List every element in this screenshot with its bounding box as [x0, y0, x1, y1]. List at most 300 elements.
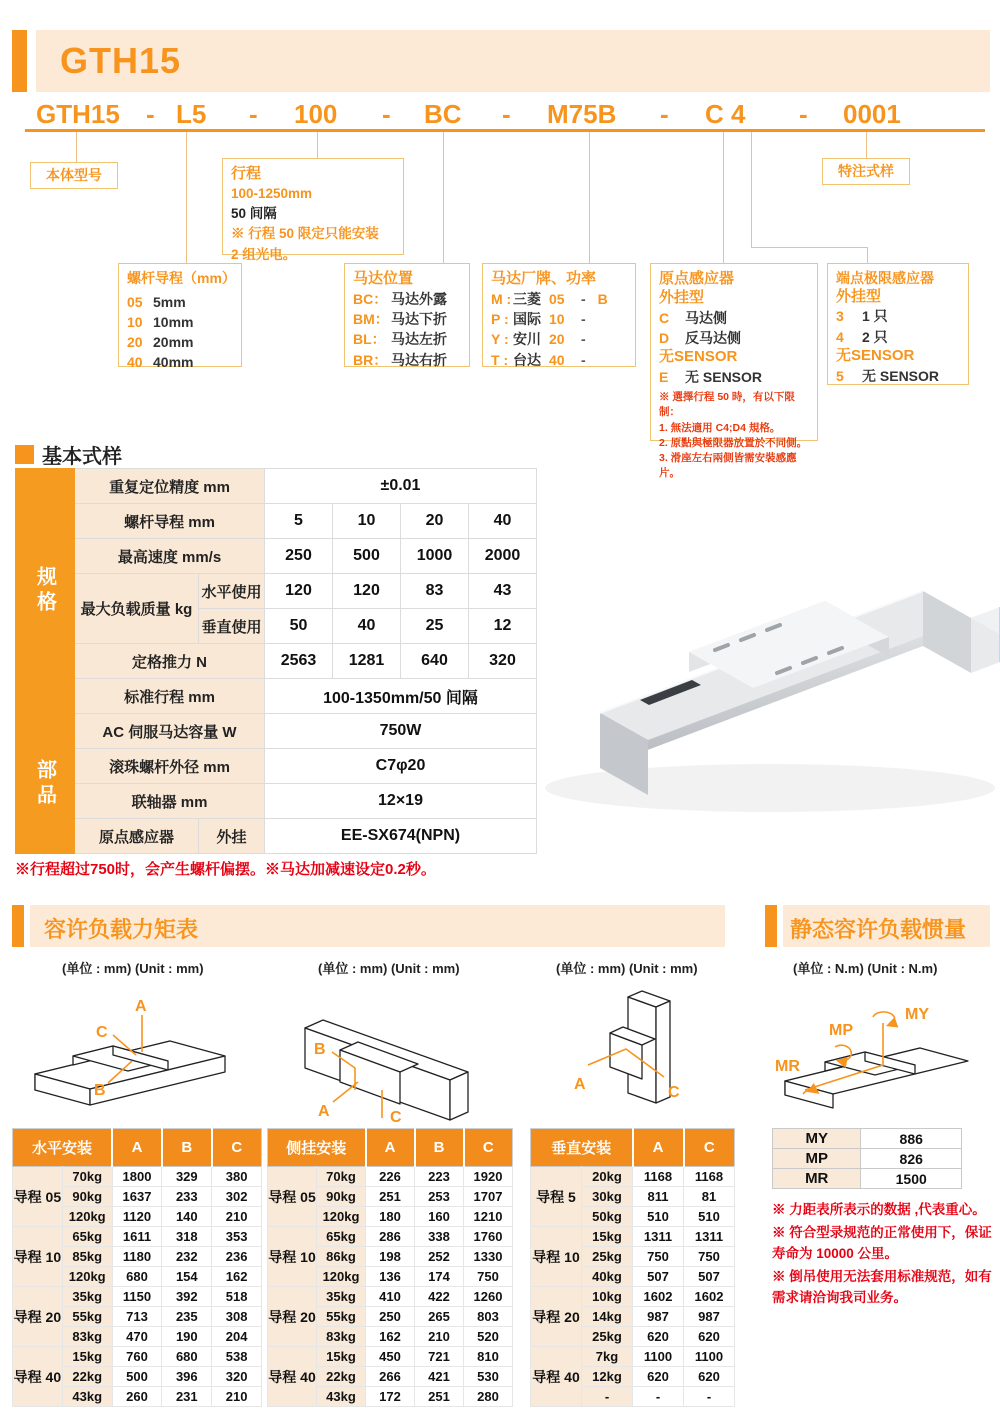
dash: -	[581, 351, 586, 368]
value-cell: 162	[366, 1327, 415, 1347]
spec-value: 10	[333, 504, 401, 539]
spec-sublabel: 外挂	[199, 819, 265, 854]
value-cell: 308	[212, 1307, 262, 1327]
row-label-cell: 120kg	[62, 1267, 112, 1287]
value-cell: 286	[366, 1227, 415, 1247]
row-label-cell: 85kg	[62, 1247, 112, 1267]
value-cell: 260	[112, 1387, 162, 1407]
dim-label-c: C	[668, 1084, 680, 1101]
value-cell: 987	[684, 1307, 735, 1327]
value-cell: 252	[415, 1247, 464, 1267]
value-cell: 811	[633, 1187, 684, 1207]
table-row	[531, 1227, 735, 1247]
spec-value: 12×19	[265, 784, 537, 819]
horizontal-mount-table	[12, 1128, 262, 1407]
note-line: ※ 符合型录规范的正常使用下，保证寿命为 10000 公里。	[772, 1224, 992, 1261]
value-cell: 810	[464, 1347, 513, 1367]
model-code-segment: M75B	[547, 99, 617, 129]
table-row	[531, 1287, 735, 1307]
value-cell: 713	[112, 1307, 162, 1327]
stroke-range: 100-1250mm	[231, 185, 313, 201]
value-cell: 680	[162, 1347, 212, 1367]
value-cell: 1100	[633, 1347, 684, 1367]
row-label-cell: 55kg	[317, 1307, 366, 1327]
moment-section-title: 容许负载力矩表	[44, 917, 199, 942]
power-code: 10	[549, 311, 565, 328]
restriction-note: ※ 選擇行程 50 時，有以下限制：	[659, 391, 795, 419]
option-label: 5mm	[153, 293, 186, 310]
model-code-dash: -	[146, 99, 155, 129]
value-cell: 280	[464, 1387, 513, 1407]
brand-name: 国际	[513, 311, 541, 328]
side-mount-diagram	[270, 990, 505, 1125]
unit-label: (单位 : N.m) (Unit : N.m)	[793, 961, 938, 976]
value-cell: 530	[464, 1367, 513, 1387]
table-row	[268, 1227, 513, 1247]
spec-value: 250	[265, 539, 333, 574]
value-cell: 198	[366, 1247, 415, 1267]
value-cell: 1168	[684, 1167, 735, 1187]
value-cell: 1168	[633, 1167, 684, 1187]
value-cell: 235	[162, 1307, 212, 1327]
value-cell: 518	[212, 1287, 262, 1307]
row-label-cell: 15kg	[582, 1227, 633, 1247]
connector-line	[589, 132, 590, 263]
spec-value: 2000	[469, 539, 537, 574]
brand-name: 三菱	[513, 290, 541, 307]
value-cell: 231	[162, 1387, 212, 1407]
spec-value: 750W	[265, 714, 537, 749]
value-cell: 154	[162, 1267, 212, 1287]
row-label-cell: 25kg	[582, 1247, 633, 1267]
value-cell: 620	[633, 1327, 684, 1347]
row-label-cell: 22kg	[317, 1367, 366, 1387]
callout-label: 特注式样	[838, 162, 894, 179]
stroke-note: ※ 行程 50 限定只能安装	[231, 226, 379, 242]
spec-group-label: 规格	[16, 469, 75, 714]
option-label: 无 SENSOR	[862, 367, 940, 384]
value-cell: 510	[633, 1207, 684, 1227]
spec-sublabel: 垂直使用	[199, 609, 265, 644]
table-row	[13, 1167, 262, 1187]
value-cell: 750	[684, 1247, 735, 1267]
unit-label: (单位 : mm) (Unit : mm)	[556, 961, 698, 976]
row-label-cell: 120kg	[317, 1207, 366, 1227]
value-cell: 353	[212, 1227, 262, 1247]
table-row	[268, 1167, 513, 1187]
spec-value: EE-SX674(NPN)	[265, 819, 537, 854]
row-label-cell: 83kg	[62, 1327, 112, 1347]
option-code: BR：	[353, 351, 388, 368]
spec-label: 螺杆导程 mm	[75, 504, 265, 539]
table-row	[13, 1287, 262, 1307]
stroke-note: 2 组光电。	[231, 246, 297, 262]
bottom-notes	[772, 1200, 994, 1311]
option-label: 1 只	[862, 308, 888, 325]
lead-group-cell: 导程 10	[268, 1227, 317, 1287]
side-mount-table	[267, 1128, 513, 1407]
value-cell: 318	[162, 1227, 212, 1247]
spec-label: 原点感应器	[75, 819, 199, 854]
spec-value: 120	[333, 574, 401, 609]
option-code: D	[659, 329, 670, 346]
column-header: 侧挂安装	[268, 1129, 366, 1167]
value-cell: 620	[684, 1367, 735, 1387]
brand-name: 安川	[513, 331, 541, 348]
spec-value: 43	[469, 574, 537, 609]
value-cell: 210	[212, 1207, 262, 1227]
table-row	[13, 1227, 262, 1247]
spec-value: 25	[401, 609, 469, 644]
value-cell: 450	[366, 1347, 415, 1367]
callout-subtitle: 外挂型	[659, 288, 705, 306]
unit-label: (单位 : mm) (Unit : mm)	[62, 961, 204, 976]
dash: -	[581, 290, 586, 307]
value-cell: 236	[212, 1247, 262, 1267]
spec-label: AC 伺服马达容量 W	[75, 714, 265, 749]
value-cell: 210	[212, 1387, 262, 1407]
row-label-cell: 20kg	[582, 1167, 633, 1187]
row-label-cell: 30kg	[582, 1187, 633, 1207]
value-cell: 180	[366, 1207, 415, 1227]
callout-special	[822, 158, 910, 185]
value-cell: 886	[861, 1129, 962, 1149]
value-cell: 1210	[464, 1207, 513, 1227]
value-cell: 380	[212, 1167, 262, 1187]
model-code-dash: -	[660, 99, 669, 129]
brake-code: B	[597, 290, 608, 307]
connector-line	[751, 132, 752, 247]
column-header: A	[112, 1129, 162, 1167]
dim-label-c: C	[96, 1024, 108, 1041]
value-cell: 1707	[464, 1187, 513, 1207]
moment-label-mp: MP	[829, 1022, 853, 1039]
row-label-cell: 90kg	[317, 1187, 366, 1207]
row-label-cell: 50kg	[582, 1207, 633, 1227]
spec-value: 40	[333, 609, 401, 644]
value-cell: 160	[415, 1207, 464, 1227]
value-cell: 223	[415, 1167, 464, 1187]
model-code-segment: BC	[424, 99, 462, 129]
power-code: 20	[549, 331, 565, 348]
option-code: BL：	[353, 331, 386, 348]
row-label-cell: 15kg	[317, 1347, 366, 1367]
row-label-cell: 70kg	[317, 1167, 366, 1187]
row-label-cell: MR	[773, 1169, 861, 1189]
option-code: 4	[836, 328, 844, 345]
note-line: ※ 倒吊使用无法套用标准规范，如有需求请洽询我司业务。	[772, 1268, 992, 1305]
option-code: M :	[491, 290, 512, 307]
option-code: BC：	[353, 290, 388, 307]
row-label-cell: 22kg	[62, 1367, 112, 1387]
value-cell: 1311	[684, 1227, 735, 1247]
value-cell: 987	[633, 1307, 684, 1327]
callout-title: 马达位置	[353, 270, 414, 287]
option-code: 10	[127, 313, 143, 330]
connector-line	[723, 132, 724, 263]
value-cell: 190	[162, 1327, 212, 1347]
callout-title: 端点极限感应器	[836, 270, 934, 286]
restriction-note: 2. 原點與極限器放置於不同側。	[659, 436, 808, 449]
unit-label: (单位 : mm) (Unit : mm)	[318, 961, 460, 976]
callout-motor-brand	[482, 263, 636, 367]
spec-value: 1281	[333, 644, 401, 679]
model-code-dash: -	[382, 99, 391, 129]
spec-label: 重复定位精度 mm	[75, 469, 265, 504]
value-cell: 750	[464, 1267, 513, 1287]
value-cell: 1611	[112, 1227, 162, 1247]
spec-label: 滚珠螺杆外径 mm	[75, 749, 265, 784]
lead-group-cell: 导程 20	[531, 1287, 582, 1347]
value-cell: 620	[684, 1327, 735, 1347]
value-cell: 538	[212, 1347, 262, 1367]
value-cell: 520	[464, 1327, 513, 1347]
model-code-dash: -	[249, 99, 258, 129]
value-cell: 1120	[112, 1207, 162, 1227]
row-label-cell: 86kg	[317, 1247, 366, 1267]
connector-line	[443, 132, 444, 263]
row-label-cell: 10kg	[582, 1287, 633, 1307]
option-label: 马达下折	[391, 311, 447, 328]
value-cell: 1180	[112, 1247, 162, 1267]
option-label: 无 SENSOR	[685, 368, 763, 385]
spec-value: 50	[265, 609, 333, 644]
connector-line	[317, 132, 318, 158]
row-label-cell: 55kg	[62, 1307, 112, 1327]
option-code: 40	[127, 354, 143, 371]
connector-line	[76, 132, 77, 163]
horizontal-mount-diagram	[20, 995, 255, 1120]
value-cell: 226	[366, 1167, 415, 1187]
model-code-segment: GTH15	[36, 99, 120, 129]
row-label-cell: 65kg	[62, 1227, 112, 1247]
value-cell: 172	[366, 1387, 415, 1407]
spec-section-title	[15, 440, 122, 469]
spec-value: 500	[333, 539, 401, 574]
callout-body-model	[30, 162, 118, 189]
value-cell: 500	[112, 1367, 162, 1387]
no-sensor-title: 无SENSOR	[836, 346, 915, 364]
row-label-cell: 90kg	[62, 1187, 112, 1207]
lead-group-cell: 导程 20	[268, 1287, 317, 1347]
dim-label-b: B	[94, 1082, 106, 1099]
value-cell: 620	[633, 1367, 684, 1387]
dim-label-b: B	[314, 1041, 326, 1058]
dim-label-a: A	[318, 1103, 330, 1120]
row-label-cell: MY	[773, 1129, 861, 1149]
product-image	[545, 468, 1000, 826]
option-label: 马达左折	[391, 331, 447, 348]
value-cell: 803	[464, 1307, 513, 1327]
value-cell: 266	[366, 1367, 415, 1387]
value-cell: 1637	[112, 1187, 162, 1207]
model-code-segment: L5	[176, 99, 207, 129]
row-label-cell: 7kg	[582, 1347, 633, 1367]
spec-label: 定格推力 N	[75, 644, 265, 679]
spec-value: C7φ20	[265, 749, 537, 784]
value-cell: 1920	[464, 1167, 513, 1187]
option-code: 20	[127, 334, 143, 351]
value-cell: 1311	[633, 1227, 684, 1247]
option-code: BM：	[353, 311, 389, 328]
stroke-step: 50 间隔	[231, 206, 277, 221]
value-cell: 410	[366, 1287, 415, 1307]
value-cell: 392	[162, 1287, 212, 1307]
value-cell: 136	[366, 1267, 415, 1287]
callout-motor-position	[344, 263, 470, 367]
no-sensor-title: 无SENSOR	[659, 348, 738, 366]
value-cell: 760	[112, 1347, 162, 1367]
lead-group-cell: 导程 40	[531, 1347, 582, 1407]
square-bullet-icon	[15, 445, 34, 464]
table-row	[268, 1347, 513, 1367]
row-label-cell: 12kg	[582, 1367, 633, 1387]
callout-subtitle: 外挂型	[836, 287, 882, 305]
row-label-cell: 15kg	[62, 1347, 112, 1367]
row-label-cell: -	[582, 1387, 633, 1407]
table-row	[13, 1347, 262, 1367]
callout-stroke	[222, 158, 404, 262]
column-header: A	[633, 1129, 684, 1167]
model-code-underline	[25, 129, 985, 132]
model-code-segment: 0001	[843, 99, 901, 129]
option-code: 5	[836, 367, 844, 384]
value-cell: 329	[162, 1167, 212, 1187]
spec-value: 5	[265, 504, 333, 539]
option-label: 10mm	[153, 313, 194, 330]
spec-value: 640	[401, 644, 469, 679]
row-label-cell: 83kg	[317, 1327, 366, 1347]
value-cell: -	[633, 1387, 684, 1407]
model-code-dash: -	[502, 99, 511, 129]
table-row	[773, 1169, 962, 1189]
spec-value: 40	[469, 504, 537, 539]
column-header: C	[684, 1129, 735, 1167]
vertical-mount-diagram	[530, 985, 730, 1125]
column-header: B	[162, 1129, 212, 1167]
moment-section-bar	[12, 905, 24, 947]
dash: -	[581, 331, 586, 348]
page-title: GTH15	[60, 40, 182, 81]
value-cell: 320	[212, 1367, 262, 1387]
row-label-cell: MP	[773, 1149, 861, 1169]
option-code: 05	[127, 293, 143, 310]
row-label-cell: 43kg	[62, 1387, 112, 1407]
connector-line	[866, 132, 867, 158]
table-row	[773, 1129, 962, 1149]
option-code: Y :	[491, 331, 509, 348]
spec-label: 标准行程 mm	[75, 679, 265, 714]
power-code: 05	[549, 290, 565, 307]
moment-diagram	[765, 995, 990, 1120]
option-code: E	[659, 368, 669, 385]
spec-value: ±0.01	[265, 469, 537, 504]
row-label-cell: 65kg	[317, 1227, 366, 1247]
value-cell: 1100	[684, 1347, 735, 1367]
column-header: 水平安装	[13, 1129, 113, 1167]
inertia-section-title: 静态容许负载惯量	[790, 917, 967, 942]
value-cell: 507	[684, 1267, 735, 1287]
lead-group-cell: 导程 40	[13, 1347, 63, 1407]
lead-group-cell: 导程 40	[268, 1347, 317, 1407]
spec-value: 1000	[401, 539, 469, 574]
row-label-cell: 35kg	[62, 1287, 112, 1307]
value-cell: 204	[212, 1327, 262, 1347]
value-cell: 507	[633, 1267, 684, 1287]
lead-group-cell: 导程 20	[13, 1287, 63, 1347]
callout-title: 马达厂牌、功率	[491, 270, 597, 287]
moment-label-my: MY	[905, 1006, 929, 1023]
connector-line	[751, 247, 867, 248]
model-code-segment: C 4	[705, 99, 746, 129]
lead-group-cell: 导程 10	[13, 1227, 63, 1287]
value-cell: 140	[162, 1207, 212, 1227]
spec-value: 100-1350mm/50 间隔	[265, 679, 537, 714]
spec-label: 最大负载质量 kg	[75, 574, 199, 644]
row-label-cell: 35kg	[317, 1287, 366, 1307]
callout-title: 螺杆导程（mm）	[127, 270, 236, 286]
option-label: 马达右折	[391, 351, 447, 368]
power-code: 40	[549, 351, 565, 368]
table-row	[268, 1287, 513, 1307]
moment-label-mr: MR	[775, 1058, 800, 1075]
dim-label-a: A	[574, 1076, 586, 1093]
value-cell: 396	[162, 1367, 212, 1387]
spec-label: 联轴器 mm	[75, 784, 265, 819]
value-cell: 680	[112, 1267, 162, 1287]
title-accent-bar	[12, 30, 27, 92]
row-label-cell: 14kg	[582, 1307, 633, 1327]
value-cell: 721	[415, 1347, 464, 1367]
row-label-cell: 40kg	[582, 1267, 633, 1287]
value-cell: 510	[684, 1207, 735, 1227]
spec-value: 20	[401, 504, 469, 539]
column-header: A	[366, 1129, 415, 1167]
callout-origin-sensor	[650, 263, 818, 480]
connector-line	[867, 247, 868, 263]
value-cell: 338	[415, 1227, 464, 1247]
row-label-cell: 70kg	[62, 1167, 112, 1187]
value-cell: 1260	[464, 1287, 513, 1307]
value-cell: 251	[366, 1187, 415, 1207]
value-cell: 81	[684, 1187, 735, 1207]
option-label: 马达外露	[391, 290, 447, 307]
row-label-cell: 120kg	[62, 1207, 112, 1227]
value-cell: 1760	[464, 1227, 513, 1247]
restriction-note: 1. 無法適用 C4;D4 規格。	[659, 421, 781, 434]
model-code-dash: -	[799, 99, 808, 129]
value-cell: 302	[212, 1187, 262, 1207]
callout-title: 行程	[231, 165, 262, 182]
spec-footnote: ※行程超过750时，会产生螺杆偏摆。※马达加减速设定0.2秒。	[15, 861, 436, 878]
option-label: 马达侧	[685, 309, 727, 326]
inertia-table	[772, 1128, 962, 1189]
option-code: P :	[491, 311, 509, 328]
value-cell: 750	[633, 1247, 684, 1267]
model-code-segment: 100	[294, 99, 338, 129]
option-code: 3	[836, 308, 844, 325]
spec-value: 83	[401, 574, 469, 609]
spec-value: 2563	[265, 644, 333, 679]
value-cell: -	[684, 1387, 735, 1407]
lead-group-cell: 导程 05	[13, 1167, 63, 1227]
connector-line	[186, 132, 187, 263]
value-cell: 250	[366, 1307, 415, 1327]
row-label-cell: 120kg	[317, 1267, 366, 1287]
row-label-cell: 43kg	[317, 1387, 366, 1407]
value-cell: 422	[415, 1287, 464, 1307]
note-line: ※ 力距表所表示的数据 ,代表重心。	[772, 1202, 986, 1217]
